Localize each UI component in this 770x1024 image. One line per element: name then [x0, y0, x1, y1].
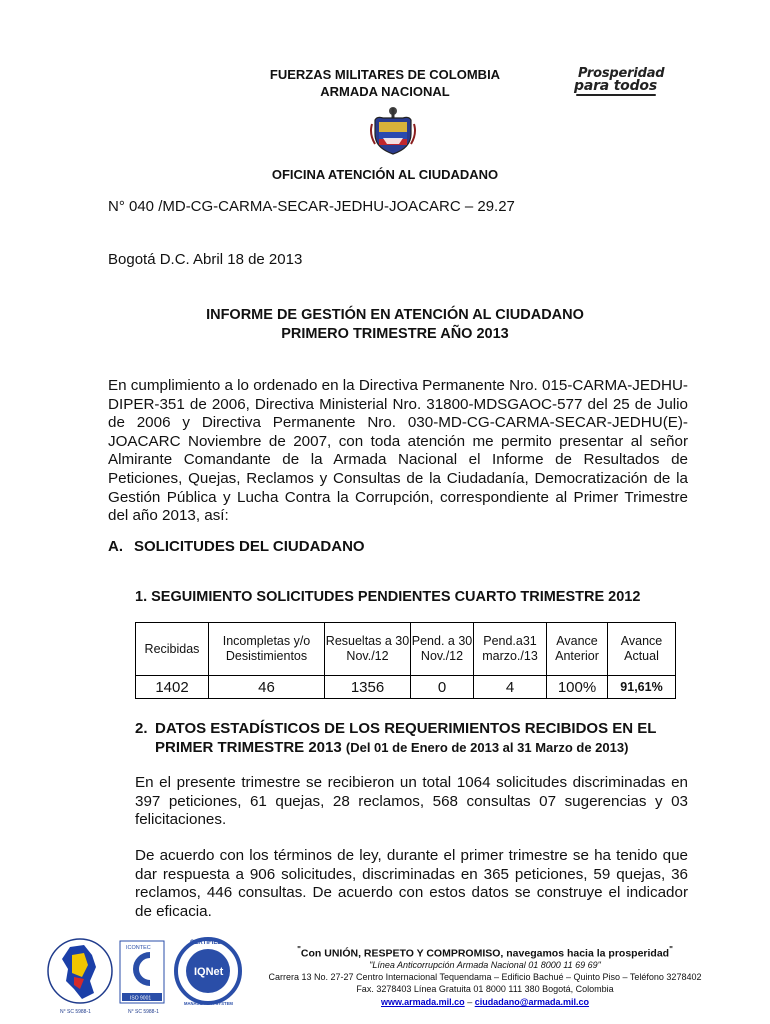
- section-a-heading: [108, 538, 365, 555]
- motto-quote-open: ": [297, 945, 301, 954]
- section-a-title: SOLICITUDES DEL CIUDADANO: [134, 538, 365, 555]
- prosperidad-logo: [574, 66, 665, 98]
- cert-icontec: ICONTEC: [126, 945, 151, 951]
- footer-address: Carrera 13 No. 27-27 Centro Internacional Tequendama – Edificio Bachué – Quinto Piso – Teléfono 3278402: [268, 972, 702, 982]
- table-header-row: [136, 623, 676, 676]
- cert-number-1: N° SC 5988-1: [60, 1009, 91, 1015]
- office-title: OFICINA ATENCIÓN AL CIUDADANO: [271, 167, 499, 182]
- org-name-line1: FUERZAS MILITARES DE COLOMBIA: [269, 67, 501, 82]
- table-header-cell: Avance Actual: [608, 623, 676, 676]
- cert-certified: CERTIFIED: [190, 940, 222, 946]
- motto-text: Con UNIÓN, RESPETO Y COMPROMISO, navegamos hacia la prosperidad: [300, 947, 670, 960]
- reference-number: N° 040 /MD-CG-CARMA-SECAR-JEDHU-JOACARC – 29.27: [108, 198, 515, 215]
- subsection-2-heading: [135, 719, 695, 757]
- cert-number-2: N° SC 5988-1: [128, 1009, 159, 1015]
- table-header-cell: Pend.a31 marzo./13: [474, 623, 547, 676]
- paragraph-responded: De acuerdo con los términos de ley, durante el primer trimestre se ha tenido que dar respuesta a 906 solicitudes, discriminadas en 365 peticiones, 59 quejas, 36 reclamos, 446 consultas. De acuerdo con estos datos se construye el indicador de eficacia.: [135, 847, 688, 920]
- table-header-cell: Avance Anterior: [547, 623, 608, 676]
- table-header-cell: Incompletas y/o Desistimientos: [209, 623, 325, 676]
- email-link[interactable]: ciudadano@armada.mil.co: [474, 997, 590, 1007]
- icontec-logo-icon: [120, 941, 164, 1003]
- table-header-cell: Resueltas a 30 Nov./12: [325, 623, 411, 676]
- table-cell: 1402: [136, 676, 209, 699]
- logo-word-para-todos: para todos: [574, 78, 657, 94]
- cert-iqnet: IQNet: [194, 966, 224, 978]
- certification-logos: [44, 933, 244, 1015]
- footer-motto: [250, 944, 720, 960]
- colombia-map-seal-icon: [48, 939, 112, 1003]
- table-cell: 0: [411, 676, 474, 699]
- link-separator: –: [464, 997, 475, 1007]
- footer-hotline: "Línea Anticorrupción Armada Nacional 01 8000 11 69 69": [369, 960, 601, 970]
- footer-links: [250, 996, 720, 1008]
- table-cell: 1356: [325, 676, 411, 699]
- table-header-cell: Recibidas: [136, 623, 209, 676]
- subsection-2-date-range: (Del 01 de Enero de 2013 al 31 Marzo de 2013): [345, 740, 629, 755]
- pending-requests-table: [135, 622, 676, 699]
- motto-quote-close: ": [669, 945, 673, 954]
- cert-iso: ISO 9001: [130, 995, 152, 1002]
- report-title-line1: INFORME DE GESTIÓN EN ATENCIÓN AL CIUDADANO: [206, 307, 584, 323]
- paragraph-received: En el presente trimestre se recibieron un total 1064 solicitudes discriminadas en 397 peticiones, 61 quejas, 28 reclamos, 568 consultas 07 sugerencias y 03 felicitaciones.: [135, 774, 688, 829]
- iqnet-certified-logo-icon: [176, 939, 240, 1006]
- cert-management-system: MANAGEMENT SYSTEM: [184, 1001, 233, 1006]
- subsection-2-line2: [135, 738, 695, 757]
- org-name-line2: ARMADA NACIONAL: [320, 84, 450, 99]
- footer-fax: Fax. 3278403 Línea Gratuita 01 8000 111 380 Bogotá, Colombia: [356, 984, 614, 994]
- logo-underline: [576, 94, 656, 96]
- subsection-1-heading: 1. SEGUIMIENTO SOLICITUDES PENDIENTES CUARTO TRIMESTRE 2012: [135, 589, 641, 605]
- subsection-2-number: 2.: [135, 720, 148, 737]
- report-title-line2: PRIMERO TRIMESTRE AÑO 2013: [281, 326, 509, 342]
- section-a-letter: A.: [108, 538, 123, 555]
- subsection-2-line1: DATOS ESTADÍSTICOS DE LOS REQUERIMIENTOS RECIBIDOS EN EL: [155, 720, 657, 737]
- table-cell: 91,61%: [608, 676, 676, 699]
- subsection-2-line2-main: PRIMER TRIMESTRE 2013: [155, 739, 342, 756]
- table-cell: 46: [209, 676, 325, 699]
- table-header-cell: Pend. a 30 Nov./12: [411, 623, 474, 676]
- logo-word-prosperidad: Prosperidad: [578, 66, 665, 81]
- table-cell: 4: [474, 676, 547, 699]
- document-date: Bogotá D.C. Abril 18 de 2013: [108, 251, 303, 268]
- navy-crest-icon: [369, 104, 417, 156]
- website-link[interactable]: www.armada.mil.co: [380, 997, 465, 1007]
- table-row: [136, 676, 676, 699]
- table-cell: 100%: [547, 676, 608, 699]
- intro-paragraph: En cumplimiento a lo ordenado en la Directiva Permanente Nro. 015-CARMA-JEDHU-DIPER-351 de 2006, Directiva Ministerial Nro. 31800-MDSGAOC-577 del 25 de Julio de 2006 y Directiva Permanente Nro. 030-MD-CG-CARMA-SECAR-JEDHU(E)-JOACARC Noviembre de 2007, con toda atención me permito presentar al señor Almirante Comandante de la Armada Nacional el Informe de Resultados de Peticiones, Quejas, Reclamos y Consultas de la Ciudadanía, Democratización de la Gestión Pública y Lucha Contra la Corrupción, correspondiente al Primer Trimestre del año 2013, así:: [108, 377, 688, 525]
